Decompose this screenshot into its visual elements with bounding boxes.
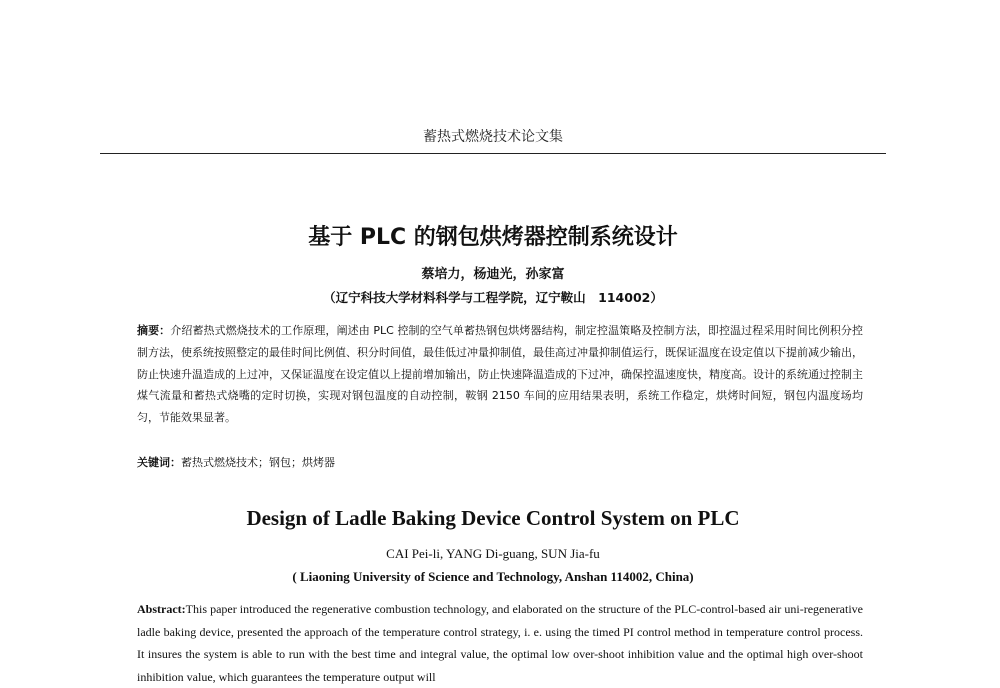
- abstract-label-cn: 摘要：: [137, 324, 171, 337]
- header-rule: [100, 153, 886, 154]
- keywords-cn: [137, 454, 863, 470]
- abstract-text-cn: 介绍蓄热式燃烧技术的工作原理，阐述由 PLC 控制的空气单蓄热钢包烘烤器结构，制定控温策略及控制方法，即控温过程采用时间比例积分控制方法，使系统按照整定的最佳时间比例值、积分时间值，最佳低过冲量抑制值，最佳高过冲量抑制值运行，既保证温度在设定值以下提前减少输出，防止快速升温造成的上过冲，又保证温度在设定值以上提前增加输出，防止快速降温造成的下过冲，确保控温速度快，精度高。设计的系统通过控制主煤气流量和蓄热式烧嘴的定时切换，实现对钢包温度的自动控制，鞍钢 2150 车间的应用结果表明，系统工作稳定，烘烤时间短，钢包内温度场均匀，节能效果显著。: [137, 324, 863, 425]
- affiliation-en: ( Liaoning University of Science and Technology, Anshan 114002, China): [292, 569, 694, 584]
- abstract-cn: [137, 320, 863, 429]
- keywords-label-cn: 关键词：: [137, 456, 181, 469]
- authors-cn: 蔡培力，杨迪光，孙家富: [421, 267, 565, 282]
- abstract-label-en: Abstract:: [137, 602, 186, 616]
- paper-title-cn: 基于 PLC 的钢包烘烤器控制系统设计: [308, 225, 678, 250]
- keywords-text-cn: 蓄热式燃烧技术；钢包；烘烤器: [181, 456, 335, 469]
- paper-title-en: Design of Ladle Baking Device Control System on PLC: [246, 506, 740, 530]
- authors-en: CAI Pei-li, YANG Di-guang, SUN Jia-fu: [386, 546, 600, 561]
- affiliation-cn: （辽宁科技大学材料科学与工程学院，辽宁鞍山 114002）: [323, 290, 663, 305]
- abstract-en: [137, 598, 863, 688]
- running-header: 蓄热式燃烧技术论文集: [423, 129, 563, 145]
- abstract-text-en: This paper introduced the regenerative combustion technology, and elaborated on the structure of the PLC-control-based air uni-regenerative ladle baking device, presented the approach of the temperature control strategy, i. e. using the timed PI control method in temperature control process. It insures the system is able to run with the best time and integral value, the optimal low over-shoot inhibition value and the optimal high over-shoot inhibition value, which guarantees the temperature output will: [137, 602, 863, 684]
